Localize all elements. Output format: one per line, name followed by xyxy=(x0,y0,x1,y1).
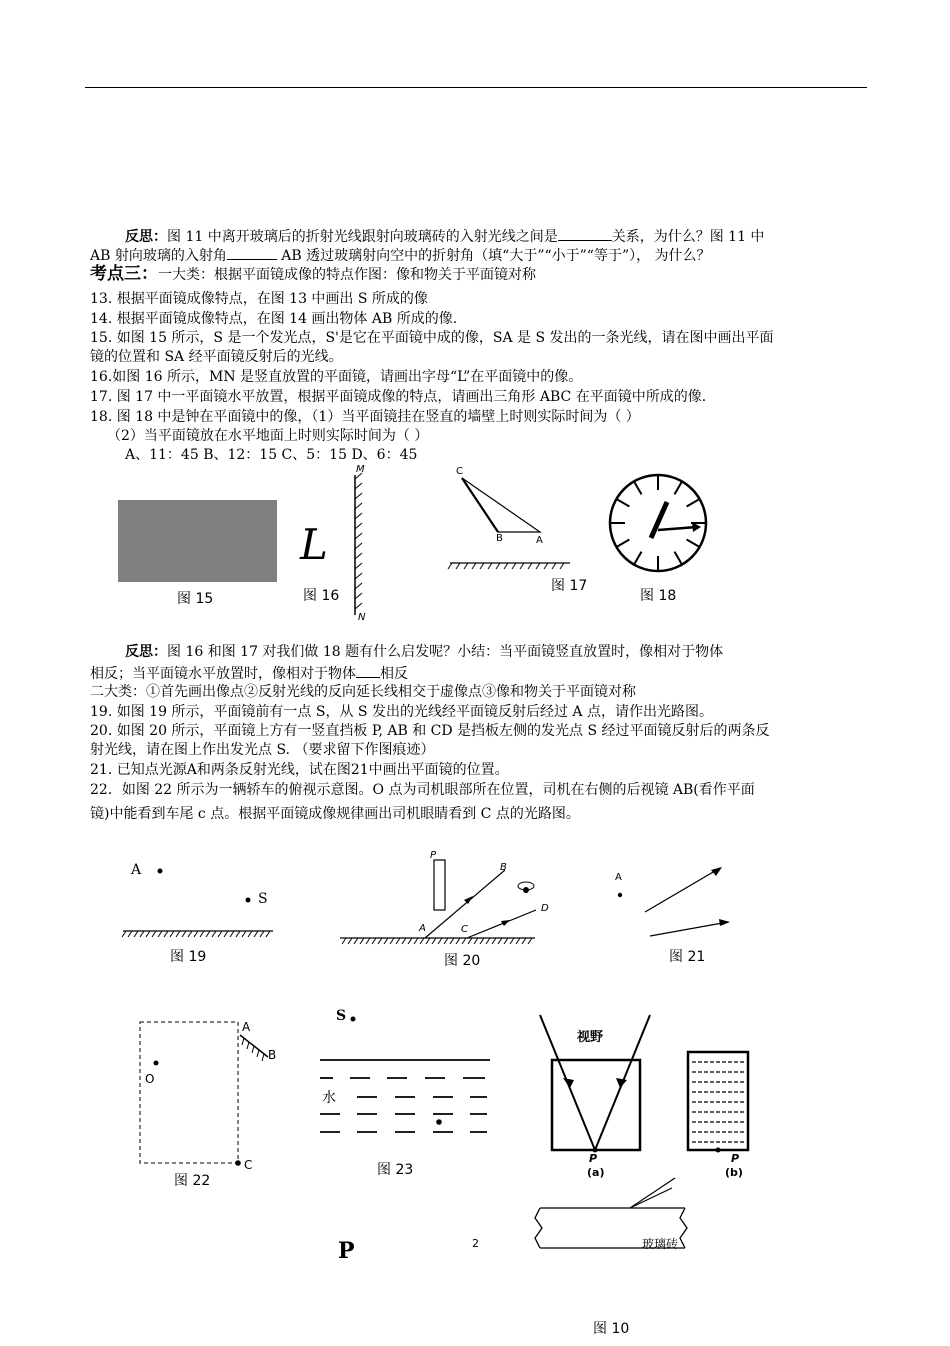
label-22-C: C xyxy=(244,1158,253,1172)
figure-10-caption: 图 10 xyxy=(593,1321,630,1337)
question-19: 19. 如图 19 所示，平面镜前有一点 S，从 S 发出的光线经平面镜反射后经过 A 点，请作出光路图。 xyxy=(90,704,713,720)
question-21: 21. 已知点光源A和两条反射光线，试在图21中画出平面镜的位置。 xyxy=(90,762,509,778)
label-22-B: B xyxy=(268,1048,277,1062)
letter-L: L xyxy=(300,520,328,569)
question-15-line1: 15. 如图 15 所示，S 是一个发光点，S'是它在平面镜中成的像，SA 是 S 发出的一条光线，请在图中画出平面 xyxy=(90,330,774,346)
question-13: 13. 根据平面镜成像特点，在图 13 中画出 S 所成的像 xyxy=(90,291,428,307)
figure-16-mirror xyxy=(340,465,370,625)
label-20-B: B xyxy=(500,862,507,873)
label-23-S: S xyxy=(336,1008,347,1024)
label-20-C: C xyxy=(461,924,468,935)
reflection2-line1: 反思：图 16 和图 17 对我们做 18 题有什么启发呢？小结：当平面镜竖直放置时，像相对于物体 xyxy=(125,644,724,660)
reflection1-line1: 反思：图 11 中离开玻璃后的折射光线跟射向玻璃砖的入射光线之间是 关系，为什么？图 11 中 xyxy=(125,226,764,247)
label-water: 水 xyxy=(322,1090,336,1106)
reflection2-line2: 相反；当平面镜水平放置时，像相对于物体 相反 xyxy=(90,663,408,684)
figure-20-diagram xyxy=(340,848,540,948)
page-number: 2 xyxy=(472,1237,479,1250)
figure-22-caption: 图 22 xyxy=(174,1173,211,1189)
figure-23-diagram xyxy=(315,1010,495,1140)
figure-21-diagram xyxy=(610,860,740,950)
figure-15-caption: 图 15 xyxy=(177,591,214,607)
reflection1-line2: AB 射向玻璃的入射角 AB 透过玻璃射向空中的折射角（填“大于”“小于”“等于”）， 为什么？ xyxy=(90,245,711,266)
question-17: 17. 图 17 中一平面镜水平放置，根据平面镜成像的特点，请画出三角形 ABC 在平面镜中所成的像. xyxy=(90,389,707,405)
label-big-P: P xyxy=(338,1238,355,1264)
question-14: 14. 根据平面镜成像特点，在图 14 画出物体 AB 所成的像. xyxy=(90,311,458,327)
label-glass-brick: 玻璃砖 xyxy=(642,1237,679,1251)
label-19-A: A xyxy=(131,862,142,878)
header-rule xyxy=(85,87,867,88)
question-20-line1: 20. 如图 20 所示，平面镜上方有一竖直挡板 P, AB 和 CD 是挡板左侧的发光点 S 经过平面镜反射后的两条反 xyxy=(90,723,770,739)
label-20-P: P xyxy=(430,850,437,861)
figure-17-caption: 图 17 xyxy=(551,578,588,594)
answer-blank-2[interactable] xyxy=(227,245,277,260)
figure-18-caption: 图 18 xyxy=(640,588,677,604)
figure-19-caption: 图 19 xyxy=(170,949,207,965)
clock-icon xyxy=(605,470,711,576)
figure-23-caption: 图 23 xyxy=(377,1162,414,1178)
answer-blank-3[interactable] xyxy=(356,663,380,678)
figure-21-caption: 图 21 xyxy=(669,949,706,965)
caption-10b: (b) xyxy=(725,1166,743,1179)
caption-10a: (a) xyxy=(587,1166,605,1179)
figure-22-diagram xyxy=(130,1015,280,1170)
label-N: N xyxy=(358,612,366,623)
label-20-D: D xyxy=(541,903,549,914)
question-16: 16.如图 16 所示，MN 是竖直放置的平面镜，请画出字母“L”在平面镜中的像。 xyxy=(90,369,583,385)
question-18-options: A、11：45 B、12：15 C、5：15 D、6：45 xyxy=(125,447,418,463)
figure-20-caption: 图 20 xyxy=(444,953,481,969)
label-10a-P: P xyxy=(589,1152,598,1165)
section3b-title: 二大类：①首先画出像点②反射光线的反向延长线相交于虚像点③像和物关于平面镜对称 xyxy=(90,684,636,700)
label-10b-P: P xyxy=(731,1152,740,1165)
label-19-S: S xyxy=(258,891,268,907)
question-20-line2: 射光线，请在图上作出发光点 S. （要求留下作图痕迹） xyxy=(90,742,435,758)
label-M: M xyxy=(356,464,365,475)
figure-16-caption: 图 16 xyxy=(303,588,340,604)
answer-blank-1[interactable] xyxy=(558,226,612,241)
label-17-C: C xyxy=(456,466,463,477)
question-18-line1: 18. 图 18 中是钟在平面镜中的像，（1）当平面镜挂在竖直的墙壁上时则实际时间为（ ） xyxy=(90,409,640,425)
label-17-B: B xyxy=(496,533,503,544)
section3-heading: 考点三：一大类：根据平面镜成像的特点作图：像和物关于平面镜对称 xyxy=(90,264,536,284)
label-22-O: O xyxy=(145,1072,155,1086)
question-22-line1: 22．如图 22 所示为一辆轿车的俯视示意图。O 点为司机眼部所在位置，司机在右侧的后视镜 AB(看作平面 xyxy=(90,782,755,798)
question-22-line2: 镜)中能看到车尾 c 点。根据平面镜成像规律画出司机眼睛看到 C 点的光路图。 xyxy=(90,806,580,822)
label-22-A: A xyxy=(242,1020,251,1034)
label-17-A: A xyxy=(536,535,543,546)
question-18-line2: （2）当平面镜放在水平地面上时则实际时间为（ ） xyxy=(107,428,429,444)
figure-10-diagram xyxy=(530,1010,760,1260)
label-view: 视野 xyxy=(577,1030,604,1045)
label-20-A: A xyxy=(419,923,426,934)
figure-15-box xyxy=(118,500,277,582)
question-15-line2: 镜的位置和 SA 经平面镜反射后的光线。 xyxy=(90,349,343,365)
figure-17-diagram xyxy=(440,470,580,580)
label-21-A: A xyxy=(615,872,622,883)
